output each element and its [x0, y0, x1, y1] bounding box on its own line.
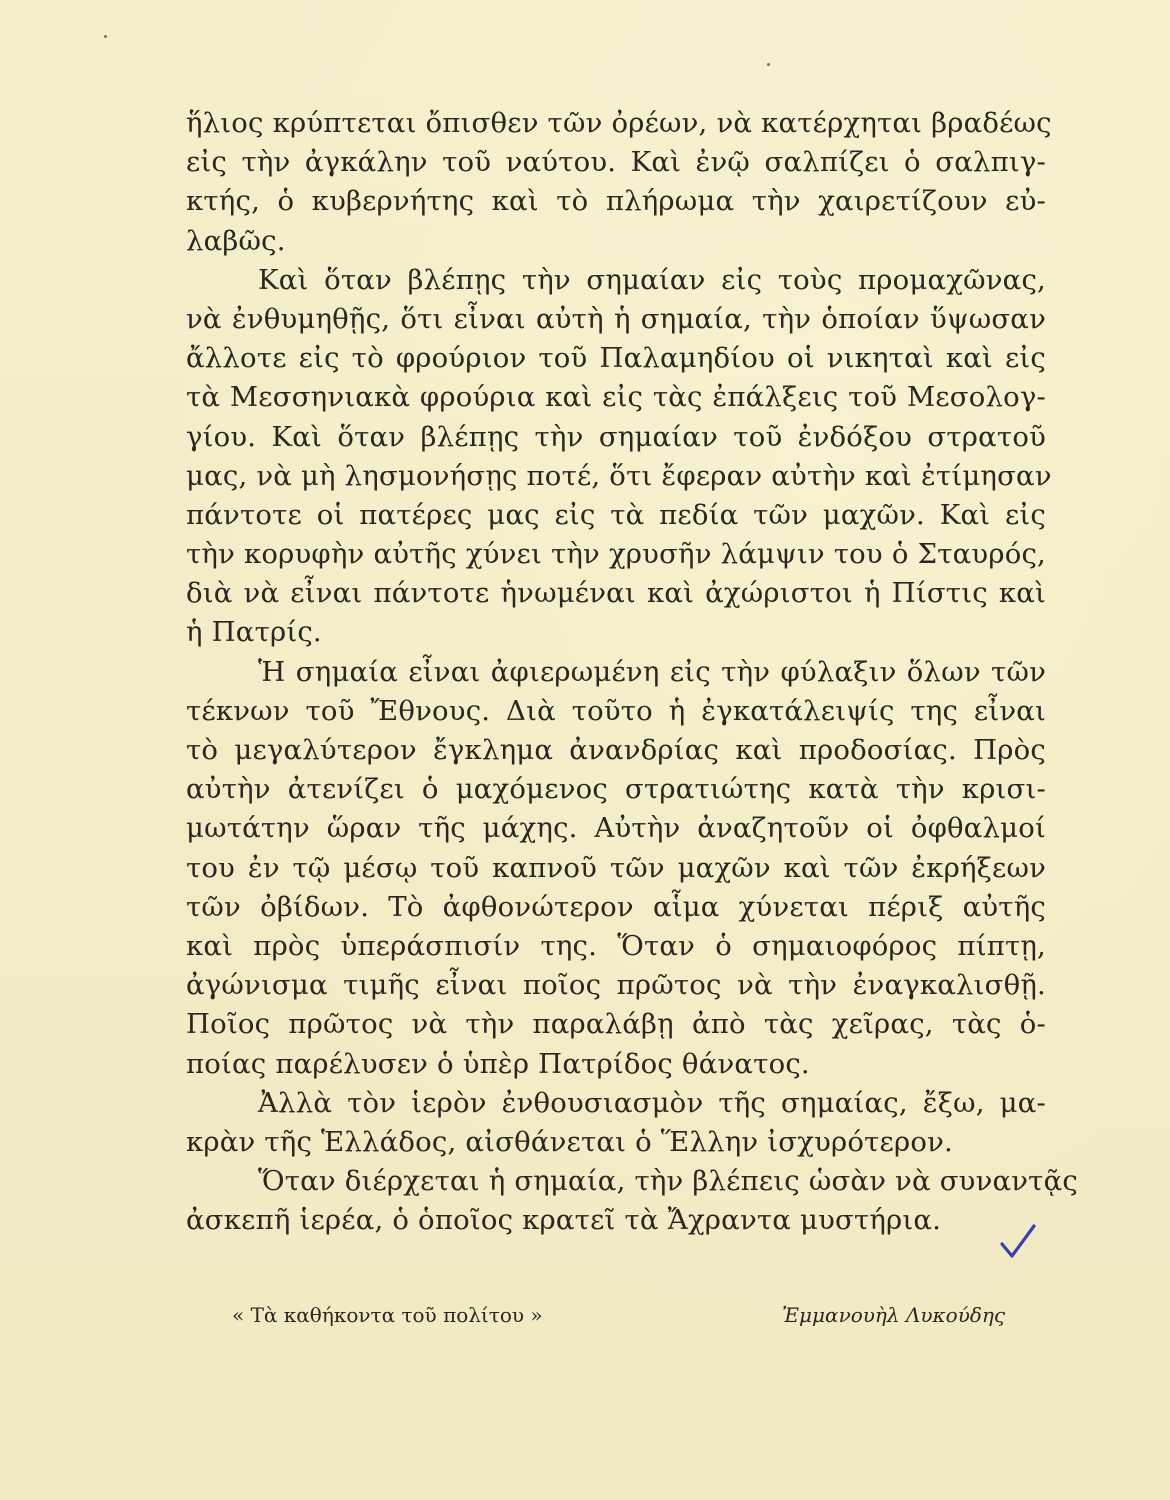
text-line: ἡ Πατρίς. [186, 616, 322, 649]
text-line: ἥλιος κρύπτεται ὄπισθεν τῶν ὀρέων, νὰ κατέρχηται βραδέως [186, 107, 1052, 139]
page-speck [104, 35, 107, 38]
text-line: τὸ μεγαλύτερον ἔγκλημα ἀνανδρίας καὶ προδοσίας. Πρὸς [186, 734, 1046, 766]
text-line: διὰ νὰ εἶναι πάντοτε ἡνωμέναι καὶ ἀχώριστοι ἡ Πίστις καὶ [186, 577, 1046, 610]
text-line: μωτάτην ὥραν τῆς μάχης. Αὐτὴν ἀναζητοῦν οἱ ὀφθαλμοί [186, 812, 1046, 845]
text-line: μας, νὰ μὴ λησμονήσῃς ποτέ, ὅτι ἔφεραν αὐτὴν καὶ ἐτίμησαν [186, 459, 1052, 492]
text-line: Ποῖος πρῶτος νὰ τὴν παραλάβῃ ἀπὸ τὰς χεῖρας, τὰς ὁ- [186, 1008, 1046, 1041]
text-line: Ὅταν διέρχεται ἡ σημαία, τὴν βλέπεις ὡσὰν νὰ συναντᾷς [258, 1165, 1078, 1198]
text-line: εἰς τὴν ἀγκάλην τοῦ ναύτου. Καὶ ἐνῷ σαλπίζει ὁ σαλπιγ- [186, 146, 1046, 179]
text-line: Καὶ ὅταν βλέπῃς τὴν σημαίαν εἰς τοὺς προμαχῶνας, [258, 263, 1046, 296]
text-line: καὶ πρὸς ὑπεράσπισίν της. Ὅταν ὁ σημαιοφόρος πίπτῃ, [186, 929, 1046, 962]
checkmark-icon [998, 1222, 1038, 1262]
text-line: πάντοτε οἱ πατέρες μας εἰς τὰ πεδία τῶν μαχῶν. Καὶ εἰς [186, 498, 1046, 531]
source-title: « Τὰ καθήκοντα τοῦ πολίτου » [232, 1303, 543, 1327]
text-line: τὰ Μεσσηνιακὰ φρούρια καὶ εἰς τὰς ἐπάλξεις τοῦ Μεσολογ- [186, 381, 1046, 414]
text-line: του ἐν τῷ μέσῳ τοῦ καπνοῦ τῶν μαχῶν καὶ τῶν ἐκρήξεων [186, 851, 1046, 884]
text-line: νὰ ἐνθυμηθῇς, ὅτι εἶναι αὐτὴ ἡ σημαία, τὴν ὁποίαν ὕψωσαν [186, 302, 1046, 335]
text-line: τῶν ὀβίδων. Τὸ ἀφθονώτερον αἷμα χύνεται πέριξ αὐτῆς [186, 890, 1046, 923]
page-speck [767, 63, 770, 66]
text-line: ἀσκεπῆ ἱερέα, ὁ ὁποῖος κρατεῖ τὰ Ἄχραντα μυστήρια. [186, 1204, 942, 1237]
text-line: τὴν κορυφὴν αὐτῆς χύνει τὴν χρυσῆν λάμψιν του ὁ Σταυρός, [186, 538, 1046, 571]
text-line: κρὰν τῆς Ἑλλάδος, αἰσθάνεται ὁ Ἕλλην ἰσχυρότερον. [186, 1125, 953, 1158]
text-line: λαβῶς. [186, 224, 286, 257]
author-name: Ἐμμανουὴλ Λυκούδης [782, 1303, 1006, 1327]
text-line: τέκνων τοῦ Ἔθνους. Διὰ τοῦτο ἡ ἐγκατάλειψίς της εἶναι [186, 694, 1046, 727]
text-line: ποίας παρέλυσεν ὁ ὑπὲρ Πατρίδος θάνατος. [186, 1047, 810, 1080]
body-text [186, 104, 1078, 1240]
text-line: ἄλλοτε εἰς τὸ φρούριον τοῦ Παλαμηδίου οἱ νικηταὶ καὶ εἰς [186, 342, 1046, 375]
text-line: Ἡ σημαία εἶναι ἀφιερωμένη εἰς τὴν φύλαξιν ὅλων τῶν [258, 655, 1046, 688]
text-line: ἀγώνισμα τιμῆς εἶναι ποῖος πρῶτος νὰ τὴν ἐναγκαλισθῇ. [186, 969, 1046, 1002]
text-line: αὐτὴν ἀτενίζει ὁ μαχόμενος στρατιώτης κατὰ τὴν κρισι- [186, 773, 1046, 806]
text-line: κτής, ὁ κυβερνήτης καὶ τὸ πλήρωμα τὴν χαιρετίζουν εὐ- [186, 185, 1046, 218]
text-line: Ἀλλὰ τὸν ἱερὸν ἐνθουσιασμὸν τῆς σημαίας, ἔξω, μα- [258, 1086, 1046, 1119]
text-line: γίου. Καὶ ὅταν βλέπῃς τὴν σημαίαν τοῦ ἐνδόξου στρατοῦ [186, 420, 1046, 453]
citation-footer [216, 1298, 1016, 1332]
